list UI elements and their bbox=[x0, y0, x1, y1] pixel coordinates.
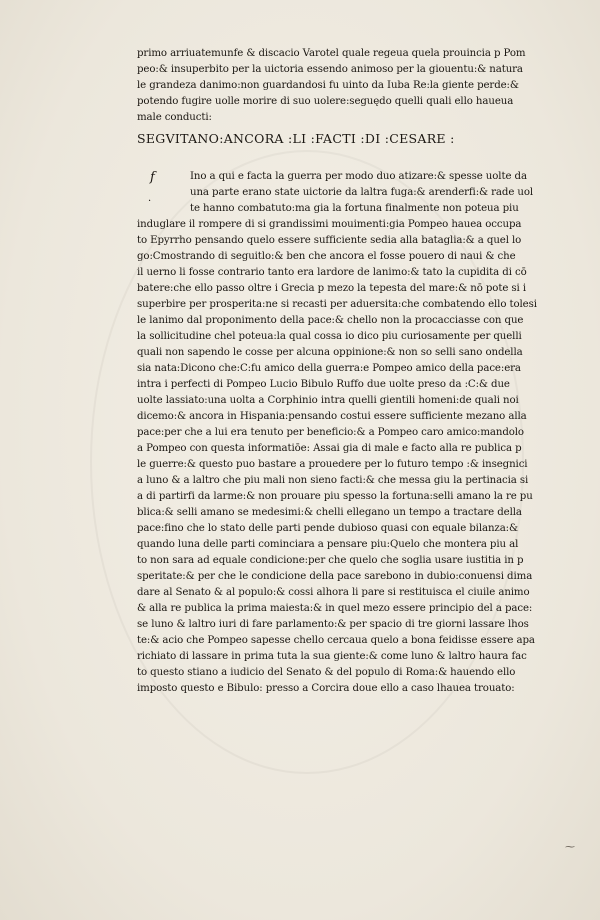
text-line: richiato di lassare in prima tuta la sua giente:& come luno & laltro haura fac bbox=[137, 651, 527, 662]
text-line: batere:che ello passo oltre i Grecia p mezo la tepesta del mare:& nō pote si i bbox=[137, 283, 526, 294]
text-line: & alla re publica la prima maiesta:& in quel mezo essere principio del a pace: bbox=[137, 603, 533, 614]
drop-initial-guide: f bbox=[150, 170, 155, 185]
text-line: to non sara ad equale condicione:per che quelo che soglia usare iustitia in p bbox=[137, 555, 524, 566]
text-line: a luno & a laltro che piu mali non sieno facti:& che messa giu la pertinacia si bbox=[137, 475, 529, 486]
text-line: le lanimo dal proponimento della pace:& chello non la procacciasse con que bbox=[137, 315, 524, 326]
text-line: superbire per prosperita:ne si recasti per aduersita:che combatendo ello tolesi bbox=[137, 299, 537, 310]
section-heading: SEGVITANO:ANCORA :LI :FACTI :DI :CESARE : bbox=[137, 131, 455, 146]
text-line: speritate:& per che le condicione della pace sarebono in dubio:conuensi dima bbox=[137, 571, 533, 582]
text-line: imposto questo e Bibulo: presso a Corcira doue ello a caso lhauea trouato: bbox=[137, 683, 515, 694]
text-line: pace:per che a lui era tenuto per beneficio:& a Pompeo caro amico:mandolo bbox=[137, 427, 524, 438]
text-line: intra i perfecti di Pompeo Lucio Bibulo Ruffo due uolte preso da :C:& due bbox=[137, 379, 510, 390]
text-line: to Epyrrho pensando quelo essere sufficiente sedia alla bataglia:& a quel lo bbox=[137, 235, 522, 246]
margin-mark: · bbox=[148, 196, 152, 207]
text-line: pace:fino che lo stato delle parti pende dubioso quasi con equale bilanza:& bbox=[137, 523, 518, 534]
text-line: le grandeza danimo:non guardandosi fu uinto da Iuba Re:la giente perde:& bbox=[137, 80, 519, 91]
text-line: primo arriuatemunfe & discacio Varotel quale regeua quela prouincia p Pom bbox=[137, 48, 526, 59]
margin-mark: ⁓ bbox=[565, 842, 575, 853]
text-line: uolte lassiato:una uolta a Corphinio intra quelli gientili homeni:de quali noi bbox=[137, 395, 519, 406]
text-line: to questo stiano a iudicio del Senato & del populo di Roma:& hauendo ello bbox=[137, 667, 516, 678]
text-line: sia nata:Dicono che:C:fu amico della guerra:e Pompeo amico della pace:era bbox=[137, 363, 521, 374]
text-line: dicemo:& ancora in Hispania:pensando costui essere sufficiente mezano alla bbox=[137, 411, 527, 422]
text-line: quali non sapendo le cosse per alcuna oppinione:& non so selli sano ondella bbox=[137, 347, 523, 358]
text-line: a Pompeo con questa informatiōe: Assai gia di male e facto alla re publica p bbox=[137, 443, 522, 454]
text-line: se luno & laltro iuri di fare parlamento:& per spacio di tre giorni lassare lhos bbox=[137, 619, 529, 630]
text-line: il uerno li fosse contrario tanto era lardore de lanimo:& tato la cupidita di cō bbox=[137, 267, 527, 278]
text-line: a di partirfi da larme:& non prouare piu spesso la fortuna:selli amano la re pu bbox=[137, 491, 533, 502]
text-line: dare al Senato & al populo:& cossi alhora li pare si restituisca el ciuile animo bbox=[137, 587, 530, 598]
text-line: induglare il rompere di si grandissimi mouimenti:gia Pompeo hauea occupa bbox=[137, 219, 522, 230]
text-line: le guerre:& questo puo bastare a prouedere per lo futuro tempo :& insegnici bbox=[137, 459, 528, 470]
text-line: blica:& selli amano se medesimi:& chelli ellegano un tempo a tractare della bbox=[137, 507, 522, 518]
text-line: peo:& insuperbito per la uictoria essendo animoso per la giouentu:& natura bbox=[137, 64, 523, 75]
text-line: quando luna delle parti cominciara a pensare piu:Quelo che montera piu al bbox=[137, 539, 519, 550]
text-line: go:Cmostrando di seguitlo:& ben che ancora el fosse pouero di naui & che bbox=[137, 251, 516, 262]
text-line: una parte erano state uictorie da laltra fuga:& arenderfi:& rade uol bbox=[190, 187, 534, 198]
text-line: male conducti: bbox=[137, 112, 212, 123]
text-line: la sollicitudine chel poteua:la qual cossa io dico piu curiosamente per quelli bbox=[137, 331, 522, 342]
text-line: potendo fugire uolle morire di suo uolere:seguędo quelli quali ello haueua bbox=[137, 96, 514, 107]
text-line: te:& acio che Pompeo sapesse chello cercaua quelo a bona feidisse essere apa bbox=[137, 635, 535, 646]
text-line: te hanno combatuto:ma gia la fortuna finalmente non poteua piu bbox=[190, 203, 519, 214]
text-line: Ino a qui e facta la guerra per modo duo atizare:& spesse uolte da bbox=[190, 171, 527, 182]
